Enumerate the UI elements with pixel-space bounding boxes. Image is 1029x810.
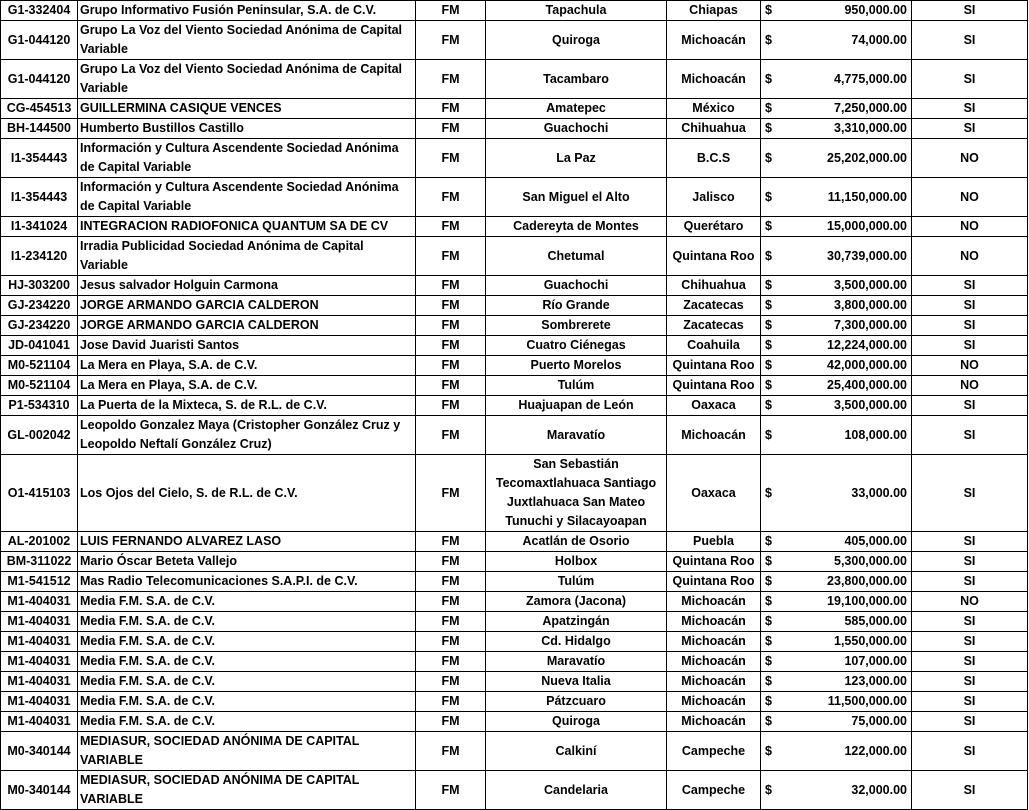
table-row xyxy=(1,572,1028,592)
code-cell: BH-144500 xyxy=(1,119,78,139)
amount-cell: 107,000.00 xyxy=(788,652,912,672)
currency-symbol-cell: $ xyxy=(761,396,788,416)
locality-cell: Maravatío xyxy=(486,652,667,672)
currency-symbol-cell: $ xyxy=(761,276,788,296)
amount-cell: 122,000.00 xyxy=(788,732,912,771)
licensee-name-cell: JORGE ARMANDO GARCIA CALDERON xyxy=(78,296,416,316)
band-cell: FM xyxy=(416,276,486,296)
status-flag-cell: SI xyxy=(912,316,1028,336)
licensee-name-cell: Media F.M. S.A. de C.V. xyxy=(78,692,416,712)
code-cell: M1-404031 xyxy=(1,712,78,732)
locality-cell: Huajuapan de León xyxy=(486,396,667,416)
state-cell: Campeche xyxy=(667,732,761,771)
locality-cell: Río Grande xyxy=(486,296,667,316)
locality-cell: Amatepec xyxy=(486,99,667,119)
state-cell: Zacatecas xyxy=(667,296,761,316)
licensee-name-cell: Mario Óscar Beteta Vallejo xyxy=(78,552,416,572)
table-row xyxy=(1,217,1028,237)
band-cell: FM xyxy=(416,592,486,612)
band-cell: FM xyxy=(416,316,486,336)
code-cell: M1-404031 xyxy=(1,692,78,712)
amount-cell: 33,000.00 xyxy=(788,455,912,532)
licensee-name-cell: Media F.M. S.A. de C.V. xyxy=(78,672,416,692)
code-cell: JD-041041 xyxy=(1,336,78,356)
locality-cell: Quiroga xyxy=(486,21,667,60)
table-row xyxy=(1,771,1028,810)
band-cell: FM xyxy=(416,532,486,552)
table-row xyxy=(1,1,1028,21)
currency-symbol-cell: $ xyxy=(761,732,788,771)
licensee-name-cell: Media F.M. S.A. de C.V. xyxy=(78,652,416,672)
state-cell: Oaxaca xyxy=(667,396,761,416)
status-flag-cell: NO xyxy=(912,376,1028,396)
amount-cell: 4,775,000.00 xyxy=(788,60,912,99)
status-flag-cell: SI xyxy=(912,712,1028,732)
code-cell: M0-521104 xyxy=(1,356,78,376)
code-cell: M1-404031 xyxy=(1,612,78,632)
status-flag-cell: SI xyxy=(912,572,1028,592)
code-cell: M1-404031 xyxy=(1,652,78,672)
locality-cell: Zamora (Jacona) xyxy=(486,592,667,612)
band-cell: FM xyxy=(416,119,486,139)
state-cell: Michoacán xyxy=(667,632,761,652)
status-flag-cell: SI xyxy=(912,632,1028,652)
code-cell: M0-340144 xyxy=(1,771,78,810)
licensee-name-cell: Media F.M. S.A. de C.V. xyxy=(78,712,416,732)
table-row xyxy=(1,119,1028,139)
table-row xyxy=(1,60,1028,99)
status-flag-cell: SI xyxy=(912,21,1028,60)
code-cell: M1-404031 xyxy=(1,592,78,612)
licensee-name-cell: Jesus salvador Holguin Carmona xyxy=(78,276,416,296)
band-cell: FM xyxy=(416,455,486,532)
band-cell: FM xyxy=(416,217,486,237)
status-flag-cell: SI xyxy=(912,672,1028,692)
licensee-name-cell: Mas Radio Telecomunicaciones S.A.P.I. de C.V. xyxy=(78,572,416,592)
status-flag-cell: SI xyxy=(912,692,1028,712)
licensee-name-cell: La Mera en Playa, S.A. de C.V. xyxy=(78,376,416,396)
code-cell: GL-002042 xyxy=(1,416,78,455)
status-flag-cell: SI xyxy=(912,276,1028,296)
locality-cell: Candelaria xyxy=(486,771,667,810)
locality-cell: Maravatío xyxy=(486,416,667,455)
licensee-name-cell: MEDIASUR, SOCIEDAD ANÓNIMA DE CAPITAL VARIABLE xyxy=(78,771,416,810)
locality-cell: Acatlán de Osorio xyxy=(486,532,667,552)
amount-cell: 5,300,000.00 xyxy=(788,552,912,572)
band-cell: FM xyxy=(416,572,486,592)
table-row xyxy=(1,376,1028,396)
currency-symbol-cell: $ xyxy=(761,672,788,692)
table-row xyxy=(1,632,1028,652)
state-cell: Chihuahua xyxy=(667,276,761,296)
code-cell: M1-541512 xyxy=(1,572,78,592)
locality-cell: Apatzingán xyxy=(486,612,667,632)
band-cell: FM xyxy=(416,672,486,692)
status-flag-cell: SI xyxy=(912,1,1028,21)
band-cell: FM xyxy=(416,652,486,672)
state-cell: Zacatecas xyxy=(667,316,761,336)
currency-symbol-cell: $ xyxy=(761,376,788,396)
status-flag-cell: SI xyxy=(912,532,1028,552)
status-flag-cell: SI xyxy=(912,119,1028,139)
currency-symbol-cell: $ xyxy=(761,592,788,612)
band-cell: FM xyxy=(416,60,486,99)
licensee-name-cell: Media F.M. S.A. de C.V. xyxy=(78,632,416,652)
table-row xyxy=(1,652,1028,672)
currency-symbol-cell: $ xyxy=(761,217,788,237)
status-flag-cell: SI xyxy=(912,99,1028,119)
code-cell: I1-354443 xyxy=(1,178,78,217)
state-cell: Querétaro xyxy=(667,217,761,237)
table-row xyxy=(1,455,1028,532)
state-cell: Michoacán xyxy=(667,416,761,455)
licensee-name-cell: Humberto Bustillos Castillo xyxy=(78,119,416,139)
locality-cell: Cuatro Ciénegas xyxy=(486,336,667,356)
licensee-name-cell: Irradia Publicidad Sociedad Anónima de Capital Variable xyxy=(78,237,416,276)
currency-symbol-cell: $ xyxy=(761,336,788,356)
table-row xyxy=(1,316,1028,336)
code-cell: M1-404031 xyxy=(1,632,78,652)
locality-cell: Chetumal xyxy=(486,237,667,276)
band-cell: FM xyxy=(416,178,486,217)
table-row xyxy=(1,237,1028,276)
table-row xyxy=(1,336,1028,356)
currency-symbol-cell: $ xyxy=(761,21,788,60)
state-cell: Quintana Roo xyxy=(667,552,761,572)
state-cell: Oaxaca xyxy=(667,455,761,532)
currency-symbol-cell: $ xyxy=(761,455,788,532)
code-cell: AL-201002 xyxy=(1,532,78,552)
table-row xyxy=(1,672,1028,692)
state-cell: Quintana Roo xyxy=(667,376,761,396)
code-cell: I1-234120 xyxy=(1,237,78,276)
code-cell: M0-340144 xyxy=(1,732,78,771)
code-cell: O1-415103 xyxy=(1,455,78,532)
locality-cell: Cd. Hidalgo xyxy=(486,632,667,652)
band-cell: FM xyxy=(416,21,486,60)
status-flag-cell: SI xyxy=(912,60,1028,99)
table-row xyxy=(1,296,1028,316)
amount-cell: 3,310,000.00 xyxy=(788,119,912,139)
table-row xyxy=(1,356,1028,376)
band-cell: FM xyxy=(416,376,486,396)
licensee-name-cell: Grupo La Voz del Viento Sociedad Anónima de Capital Variable xyxy=(78,60,416,99)
amount-cell: 123,000.00 xyxy=(788,672,912,692)
band-cell: FM xyxy=(416,396,486,416)
locality-cell: Tapachula xyxy=(486,1,667,21)
amount-cell: 3,500,000.00 xyxy=(788,396,912,416)
code-cell: M0-521104 xyxy=(1,376,78,396)
locality-cell: La Paz xyxy=(486,139,667,178)
currency-symbol-cell: $ xyxy=(761,532,788,552)
licensee-name-cell: JORGE ARMANDO GARCIA CALDERON xyxy=(78,316,416,336)
code-cell: I1-341024 xyxy=(1,217,78,237)
code-cell: G1-044120 xyxy=(1,21,78,60)
licensee-name-cell: Información y Cultura Ascendente Sociedad Anónima de Capital Variable xyxy=(78,139,416,178)
table-body xyxy=(1,1,1028,810)
table-row xyxy=(1,99,1028,119)
state-cell: Michoacán xyxy=(667,692,761,712)
amount-cell: 108,000.00 xyxy=(788,416,912,455)
state-cell: Michoacán xyxy=(667,652,761,672)
locality-cell: Holbox xyxy=(486,552,667,572)
amount-cell: 585,000.00 xyxy=(788,612,912,632)
table-row xyxy=(1,552,1028,572)
licensee-name-cell: La Puerta de la Mixteca, S. de R.L. de C.V. xyxy=(78,396,416,416)
licensee-name-cell: Jose David Juaristi Santos xyxy=(78,336,416,356)
status-flag-cell: NO xyxy=(912,592,1028,612)
state-cell: Michoacán xyxy=(667,21,761,60)
state-cell: B.C.S xyxy=(667,139,761,178)
amount-cell: 32,000.00 xyxy=(788,771,912,810)
currency-symbol-cell: $ xyxy=(761,572,788,592)
locality-cell: Tulúm xyxy=(486,572,667,592)
amount-cell: 1,550,000.00 xyxy=(788,632,912,652)
currency-symbol-cell: $ xyxy=(761,632,788,652)
locality-cell: San Sebastián Tecomaxtlahuaca Santiago Juxtlahuaca San Mateo Tunuchi y Silacayoapan xyxy=(486,455,667,532)
currency-symbol-cell: $ xyxy=(761,316,788,336)
locality-cell: Guachochi xyxy=(486,276,667,296)
currency-symbol-cell: $ xyxy=(761,99,788,119)
locality-cell: Tulúm xyxy=(486,376,667,396)
licensee-name-cell: La Mera en Playa, S.A. de C.V. xyxy=(78,356,416,376)
amount-cell: 30,739,000.00 xyxy=(788,237,912,276)
currency-symbol-cell: $ xyxy=(761,712,788,732)
band-cell: FM xyxy=(416,237,486,276)
status-flag-cell: NO xyxy=(912,139,1028,178)
status-flag-cell: NO xyxy=(912,237,1028,276)
table-row xyxy=(1,692,1028,712)
amount-cell: 11,150,000.00 xyxy=(788,178,912,217)
amount-cell: 15,000,000.00 xyxy=(788,217,912,237)
table-row xyxy=(1,732,1028,771)
code-cell: HJ-303200 xyxy=(1,276,78,296)
locality-cell: Puerto Morelos xyxy=(486,356,667,376)
code-cell: G1-044120 xyxy=(1,60,78,99)
status-flag-cell: SI xyxy=(912,296,1028,316)
band-cell: FM xyxy=(416,612,486,632)
state-cell: México xyxy=(667,99,761,119)
currency-symbol-cell: $ xyxy=(761,237,788,276)
band-cell: FM xyxy=(416,732,486,771)
amount-cell: 19,100,000.00 xyxy=(788,592,912,612)
currency-symbol-cell: $ xyxy=(761,1,788,21)
band-cell: FM xyxy=(416,632,486,652)
licensee-name-cell: MEDIASUR, SOCIEDAD ANÓNIMA DE CAPITAL VARIABLE xyxy=(78,732,416,771)
status-flag-cell: SI xyxy=(912,416,1028,455)
band-cell: FM xyxy=(416,1,486,21)
amount-cell: 3,800,000.00 xyxy=(788,296,912,316)
licensee-name-cell: GUILLERMINA CASIQUE VENCES xyxy=(78,99,416,119)
state-cell: Michoacán xyxy=(667,612,761,632)
code-cell: GJ-234220 xyxy=(1,296,78,316)
status-flag-cell: SI xyxy=(912,612,1028,632)
status-flag-cell: SI xyxy=(912,336,1028,356)
band-cell: FM xyxy=(416,416,486,455)
amount-cell: 74,000.00 xyxy=(788,21,912,60)
band-cell: FM xyxy=(416,552,486,572)
licensee-name-cell: LUIS FERNANDO ALVAREZ LASO xyxy=(78,532,416,552)
code-cell: P1-534310 xyxy=(1,396,78,416)
licensee-name-cell: INTEGRACION RADIOFONICA QUANTUM SA DE CV xyxy=(78,217,416,237)
locality-cell: Sombrerete xyxy=(486,316,667,336)
amount-cell: 42,000,000.00 xyxy=(788,356,912,376)
locality-cell: Calkiní xyxy=(486,732,667,771)
table-row xyxy=(1,139,1028,178)
status-flag-cell: NO xyxy=(912,356,1028,376)
status-flag-cell: NO xyxy=(912,217,1028,237)
locality-cell: Quiroga xyxy=(486,712,667,732)
amount-cell: 11,500,000.00 xyxy=(788,692,912,712)
band-cell: FM xyxy=(416,336,486,356)
state-cell: Jalisco xyxy=(667,178,761,217)
code-cell: G1-332404 xyxy=(1,1,78,21)
table-row xyxy=(1,396,1028,416)
currency-symbol-cell: $ xyxy=(761,139,788,178)
code-cell: CG-454513 xyxy=(1,99,78,119)
amount-cell: 405,000.00 xyxy=(788,532,912,552)
status-flag-cell: SI xyxy=(912,552,1028,572)
table-row xyxy=(1,276,1028,296)
currency-symbol-cell: $ xyxy=(761,552,788,572)
licensee-name-cell: Media F.M. S.A. de C.V. xyxy=(78,592,416,612)
locality-cell: Cadereyta de Montes xyxy=(486,217,667,237)
band-cell: FM xyxy=(416,99,486,119)
status-flag-cell: SI xyxy=(912,732,1028,771)
amount-cell: 3,500,000.00 xyxy=(788,276,912,296)
status-flag-cell: SI xyxy=(912,455,1028,532)
locality-cell: Pátzcuaro xyxy=(486,692,667,712)
state-cell: Chiapas xyxy=(667,1,761,21)
currency-symbol-cell: $ xyxy=(761,296,788,316)
code-cell: M1-404031 xyxy=(1,672,78,692)
amount-cell: 75,000.00 xyxy=(788,712,912,732)
code-cell: BM-311022 xyxy=(1,552,78,572)
state-cell: Chihuahua xyxy=(667,119,761,139)
state-cell: Michoacán xyxy=(667,60,761,99)
band-cell: FM xyxy=(416,356,486,376)
band-cell: FM xyxy=(416,712,486,732)
code-cell: GJ-234220 xyxy=(1,316,78,336)
currency-symbol-cell: $ xyxy=(761,692,788,712)
amount-cell: 950,000.00 xyxy=(788,1,912,21)
amount-cell: 7,250,000.00 xyxy=(788,99,912,119)
table-row xyxy=(1,532,1028,552)
locality-cell: Nueva Italia xyxy=(486,672,667,692)
table-row xyxy=(1,712,1028,732)
currency-symbol-cell: $ xyxy=(761,652,788,672)
currency-symbol-cell: $ xyxy=(761,612,788,632)
code-cell: I1-354443 xyxy=(1,139,78,178)
licensee-name-cell: Grupo La Voz del Viento Sociedad Anónima de Capital Variable xyxy=(78,21,416,60)
status-flag-cell: NO xyxy=(912,178,1028,217)
state-cell: Quintana Roo xyxy=(667,356,761,376)
licensee-name-cell: Grupo Informativo Fusión Peninsular, S.A. de C.V. xyxy=(78,1,416,21)
state-cell: Quintana Roo xyxy=(667,237,761,276)
currency-symbol-cell: $ xyxy=(761,178,788,217)
currency-symbol-cell: $ xyxy=(761,119,788,139)
band-cell: FM xyxy=(416,692,486,712)
state-cell: Michoacán xyxy=(667,712,761,732)
locality-cell: Guachochi xyxy=(486,119,667,139)
currency-symbol-cell: $ xyxy=(761,771,788,810)
table-row xyxy=(1,612,1028,632)
amount-cell: 23,800,000.00 xyxy=(788,572,912,592)
currency-symbol-cell: $ xyxy=(761,416,788,455)
state-cell: Quintana Roo xyxy=(667,572,761,592)
state-cell: Coahuila xyxy=(667,336,761,356)
status-flag-cell: SI xyxy=(912,396,1028,416)
state-cell: Puebla xyxy=(667,532,761,552)
licensee-name-cell: Los Ojos del Cielo, S. de R.L. de C.V. xyxy=(78,455,416,532)
currency-symbol-cell: $ xyxy=(761,60,788,99)
licensee-name-cell: Media F.M. S.A. de C.V. xyxy=(78,612,416,632)
band-cell: FM xyxy=(416,296,486,316)
band-cell: FM xyxy=(416,139,486,178)
currency-symbol-cell: $ xyxy=(761,356,788,376)
state-cell: Michoacán xyxy=(667,672,761,692)
status-flag-cell: SI xyxy=(912,652,1028,672)
amount-cell: 12,224,000.00 xyxy=(788,336,912,356)
licensee-name-cell: Leopoldo Gonzalez Maya (Cristopher González Cruz y Leopoldo Neftalí González Cruz) xyxy=(78,416,416,455)
table-row xyxy=(1,416,1028,455)
table-row xyxy=(1,21,1028,60)
locality-cell: Tacambaro xyxy=(486,60,667,99)
state-cell: Michoacán xyxy=(667,592,761,612)
table-row xyxy=(1,592,1028,612)
amount-cell: 25,400,000.00 xyxy=(788,376,912,396)
amount-cell: 25,202,000.00 xyxy=(788,139,912,178)
status-flag-cell: SI xyxy=(912,771,1028,810)
amount-cell: 7,300,000.00 xyxy=(788,316,912,336)
locality-cell: San Miguel el Alto xyxy=(486,178,667,217)
band-cell: FM xyxy=(416,771,486,810)
state-cell: Campeche xyxy=(667,771,761,810)
licensee-name-cell: Información y Cultura Ascendente Sociedad Anónima de Capital Variable xyxy=(78,178,416,217)
table-row xyxy=(1,178,1028,217)
